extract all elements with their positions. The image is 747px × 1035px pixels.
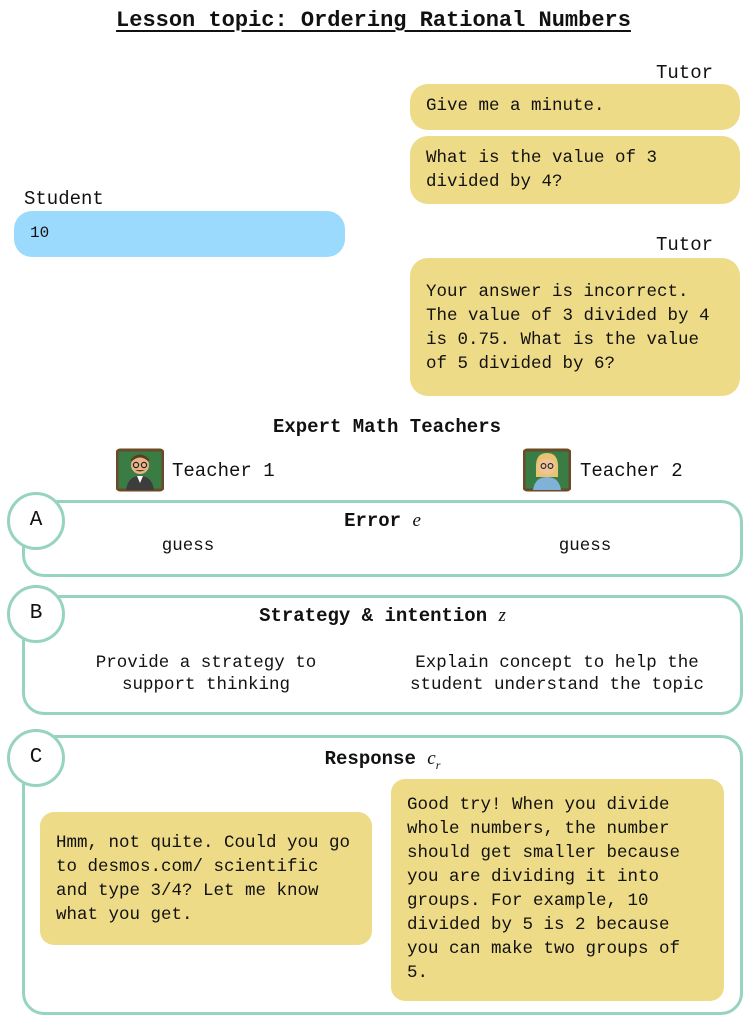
section-a-badge: A	[7, 492, 65, 550]
section-b-title: Strategy & intention z	[259, 605, 506, 627]
teacher-2-response: Good try! When you divide whole numbers, the number should get smaller because you are dividing it into groups. For example, 10 divided by 5 is 2 because you can make two groups of 5.	[391, 779, 724, 1001]
teacher-1-label: Teacher 1	[172, 460, 275, 482]
error-symbol: e	[412, 510, 421, 531]
section-c-title: Response $c_r$	[324, 748, 441, 772]
tutor-message: What is the value of 3 divided by 4?	[410, 136, 740, 204]
teacher-1-error: guess	[161, 536, 215, 556]
response-symbol: $c_r$	[427, 748, 441, 772]
teacher-1-response: Hmm, not quite. Could you go to desmos.com/ scientific and type 3/4? Let me know what you get.	[40, 812, 372, 945]
tutor-label: Tutor	[656, 62, 714, 84]
tutor-message: Your answer is incorrect. The value of 3 divided by 4 is 0.75. What is the value of 5 divided by 6?	[410, 258, 740, 396]
teacher-1-strategy: Provide a strategy to support thinking	[95, 653, 317, 695]
section-c-badge: C	[7, 729, 65, 787]
female-teacher-icon	[523, 447, 571, 493]
lesson-title: Lesson topic: Ordering Rational Numbers	[116, 8, 631, 33]
experts-heading: Expert Math Teachers	[272, 416, 502, 438]
male-teacher-icon	[116, 447, 164, 493]
section-a-title: Error e	[344, 510, 421, 532]
teacher-2-label: Teacher 2	[580, 460, 683, 482]
teacher-2-error: guess	[558, 536, 612, 556]
tutor-label: Tutor	[656, 234, 714, 256]
strategy-symbol: z	[498, 605, 506, 626]
tutor-message: Give me a minute.	[410, 84, 740, 130]
section-b-badge: B	[7, 585, 65, 643]
student-label: Student	[24, 188, 104, 210]
teacher-2-strategy: Explain concept to help the student understand the topic	[409, 653, 705, 695]
student-message: 10	[14, 211, 345, 257]
